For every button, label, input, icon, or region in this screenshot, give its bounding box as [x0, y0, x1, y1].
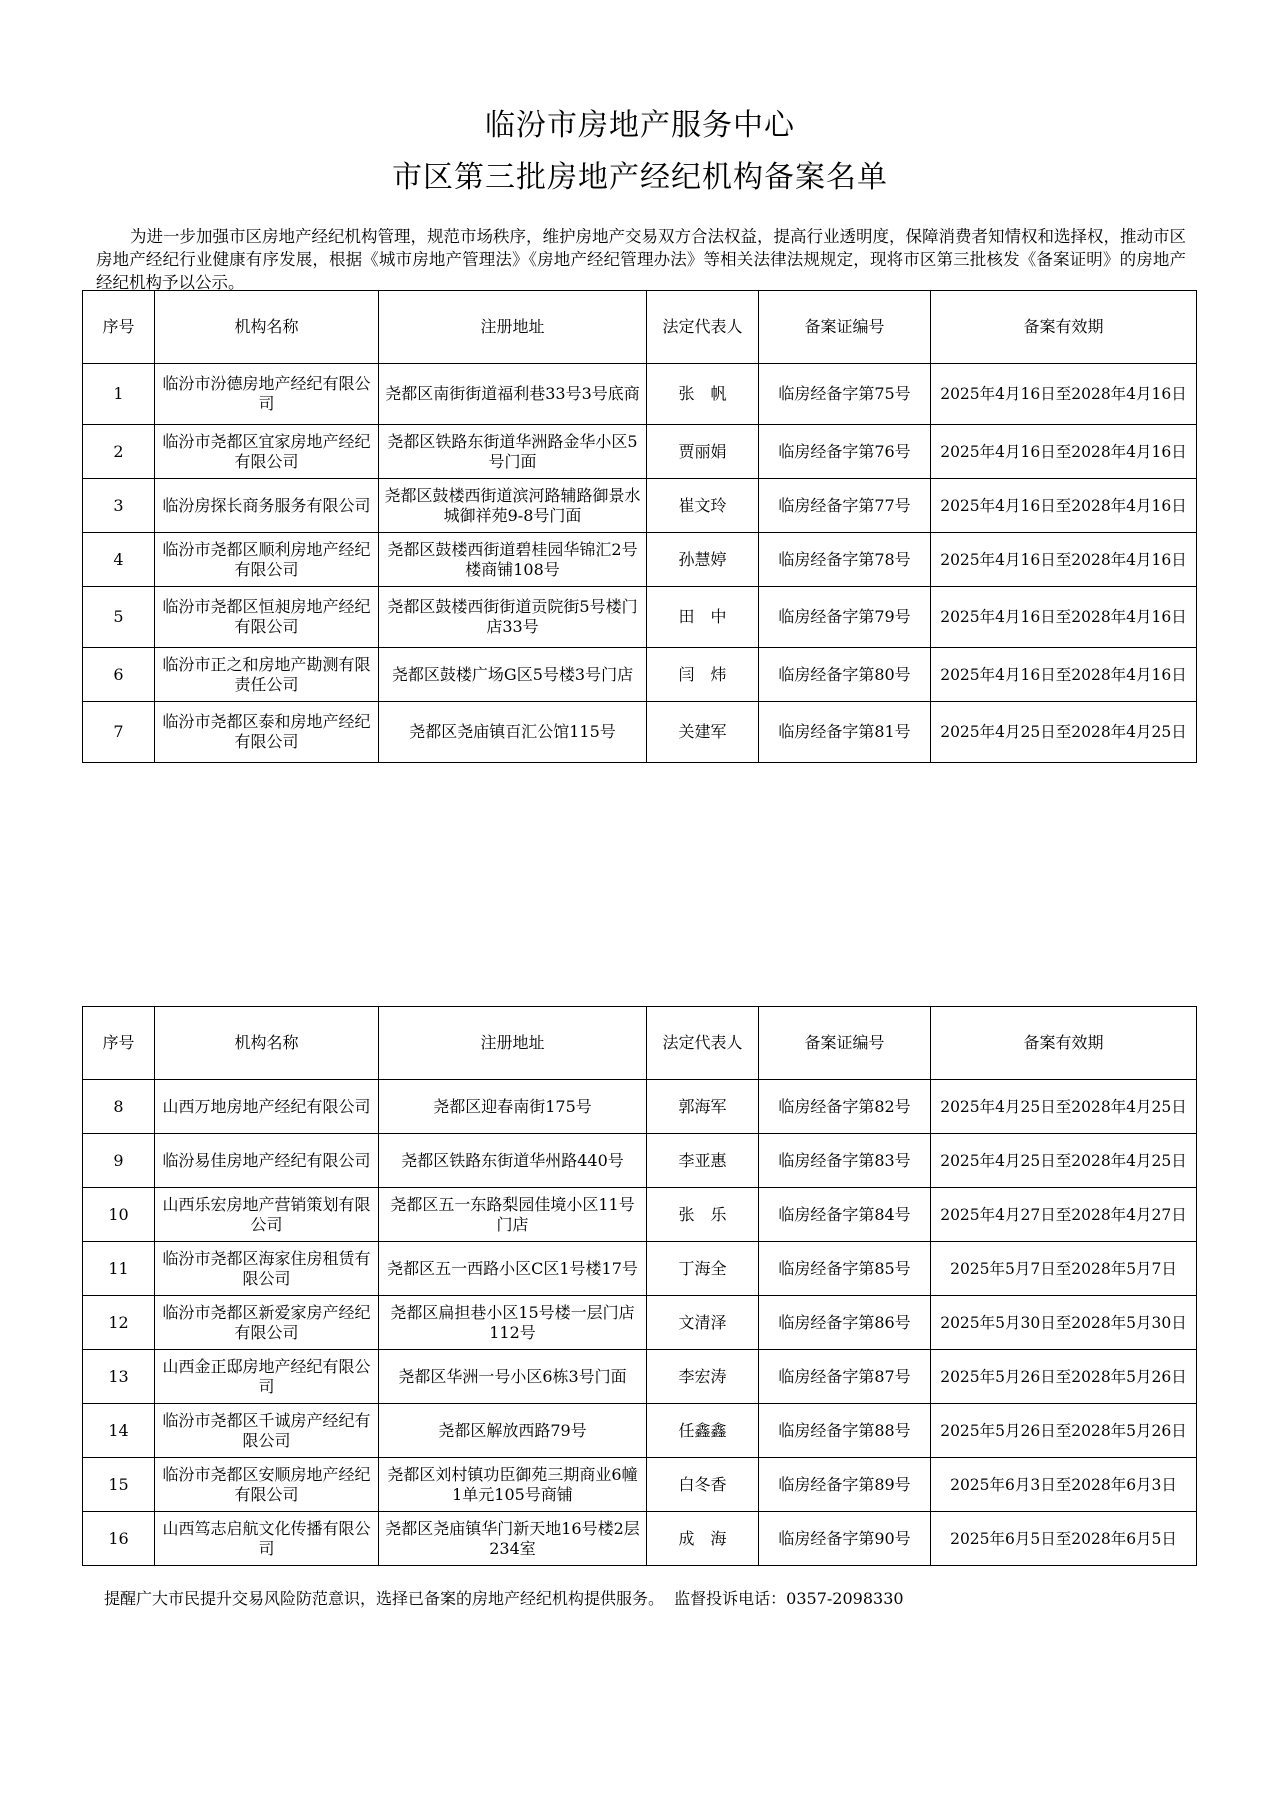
intro-paragraph: 为进一步加强市区房地产经纪机构管理，规范市场秩序，维护房地产交易双方合法权益，提高行业透明度，保障消费者知情权和选择权，推动市区房地产经纪行业健康有序发展，根据《城市房地产管理法》《房地产经纪管理办法》等相关法律法规规定，现将市区第三批核发《备案证明》的房地产经纪机构予以公示。	[96, 226, 1186, 292]
footer-notice: 提醒广大市民提升交易风险防范意识，选择已备案的房地产经纪机构提供服务。 监督投诉电话：0357-2098330	[104, 1589, 904, 1608]
cell-no: 15	[83, 1458, 155, 1512]
cell-validity: 2025年6月3日至2028年6月3日	[931, 1458, 1197, 1512]
cell-no: 2	[83, 425, 155, 479]
cell-address: 尧都区鼓楼西街街道贡院街5号楼门店33号	[379, 587, 647, 648]
cell-name: 临汾市汾德房地产经纪有限公司	[155, 364, 379, 425]
cell-cert: 临房经备字第87号	[759, 1350, 931, 1404]
cell-rep: 李宏涛	[647, 1350, 759, 1404]
cell-name: 临汾市尧都区海家住房租赁有限公司	[155, 1242, 379, 1296]
cell-rep: 关建军	[647, 702, 759, 763]
cell-address: 尧都区鼓楼广场G区5号楼3号门店	[379, 648, 647, 702]
cell-name: 临汾易佳房地产经纪有限公司	[155, 1134, 379, 1188]
cell-no: 9	[83, 1134, 155, 1188]
cell-no: 6	[83, 648, 155, 702]
cell-name: 山西金正邸房地产经纪有限公司	[155, 1350, 379, 1404]
header-name: 机构名称	[155, 291, 379, 364]
cell-rep: 田 中	[647, 587, 759, 648]
cell-rep: 崔文玲	[647, 479, 759, 533]
cell-address: 尧都区鼓楼西街道滨河路辅路御景水城御祥苑9-8号门面	[379, 479, 647, 533]
registry-table-1	[82, 290, 1197, 763]
cell-no: 13	[83, 1350, 155, 1404]
table-row	[83, 1512, 1197, 1566]
header-rep: 法定代表人	[647, 1007, 759, 1080]
table-row	[83, 648, 1197, 702]
table-row	[83, 364, 1197, 425]
cell-validity: 2025年5月26日至2028年5月26日	[931, 1350, 1197, 1404]
cell-name: 临汾市正之和房地产勘测有限责任公司	[155, 648, 379, 702]
cell-validity: 2025年4月25日至2028年4月25日	[931, 702, 1197, 763]
table-header-row	[83, 291, 1197, 364]
cell-rep: 贾丽娟	[647, 425, 759, 479]
cell-validity: 2025年5月26日至2028年5月26日	[931, 1404, 1197, 1458]
table-header-row	[83, 1007, 1197, 1080]
cell-rep: 白冬香	[647, 1458, 759, 1512]
cell-name: 山西乐宏房地产营销策划有限公司	[155, 1188, 379, 1242]
cell-cert: 临房经备字第78号	[759, 533, 931, 587]
cell-cert: 临房经备字第90号	[759, 1512, 931, 1566]
cell-rep: 李亚惠	[647, 1134, 759, 1188]
cell-rep: 张 帆	[647, 364, 759, 425]
header-no: 序号	[83, 1007, 155, 1080]
cell-address: 尧都区刘村镇功臣御苑三期商业6幢1单元105号商铺	[379, 1458, 647, 1512]
cell-validity: 2025年4月16日至2028年4月16日	[931, 587, 1197, 648]
cell-validity: 2025年4月27日至2028年4月27日	[931, 1188, 1197, 1242]
cell-rep: 文清泽	[647, 1296, 759, 1350]
cell-validity: 2025年4月16日至2028年4月16日	[931, 425, 1197, 479]
header-address: 注册地址	[379, 1007, 647, 1080]
cell-address: 尧都区华洲一号小区6栋3号门面	[379, 1350, 647, 1404]
table-row	[83, 1458, 1197, 1512]
table-row	[83, 533, 1197, 587]
cell-no: 10	[83, 1188, 155, 1242]
cell-address: 尧都区五一东路梨园佳境小区11号门店	[379, 1188, 647, 1242]
cell-validity: 2025年4月16日至2028年4月16日	[931, 364, 1197, 425]
cell-cert: 临房经备字第82号	[759, 1080, 931, 1134]
cell-name: 临汾房探长商务服务有限公司	[155, 479, 379, 533]
cell-no: 1	[83, 364, 155, 425]
cell-no: 3	[83, 479, 155, 533]
header-address: 注册地址	[379, 291, 647, 364]
cell-validity: 2025年4月16日至2028年4月16日	[931, 479, 1197, 533]
cell-validity: 2025年4月25日至2028年4月25日	[931, 1080, 1197, 1134]
cell-address: 尧都区解放西路79号	[379, 1404, 647, 1458]
cell-name: 临汾市尧都区泰和房地产经纪有限公司	[155, 702, 379, 763]
cell-address: 尧都区尧庙镇华门新天地16号楼2层234室	[379, 1512, 647, 1566]
cell-cert: 临房经备字第81号	[759, 702, 931, 763]
cell-no: 12	[83, 1296, 155, 1350]
cell-no: 5	[83, 587, 155, 648]
table-row	[83, 425, 1197, 479]
cell-name: 临汾市尧都区宜家房地产经纪有限公司	[155, 425, 379, 479]
cell-address: 尧都区迎春南街175号	[379, 1080, 647, 1134]
cell-address: 尧都区五一西路小区C区1号楼17号	[379, 1242, 647, 1296]
cell-no: 14	[83, 1404, 155, 1458]
cell-validity: 2025年4月16日至2028年4月16日	[931, 533, 1197, 587]
cell-name: 临汾市尧都区千诚房产经纪有限公司	[155, 1404, 379, 1458]
header-validity: 备案有效期	[931, 291, 1197, 364]
cell-cert: 临房经备字第88号	[759, 1404, 931, 1458]
cell-validity: 2025年6月5日至2028年6月5日	[931, 1512, 1197, 1566]
cell-address: 尧都区扁担巷小区15号楼一层门店112号	[379, 1296, 647, 1350]
table-row	[83, 1242, 1197, 1296]
cell-rep: 丁海全	[647, 1242, 759, 1296]
cell-rep: 孙慧婷	[647, 533, 759, 587]
cell-name: 山西笃志启航文化传播有限公司	[155, 1512, 379, 1566]
cell-rep: 任鑫鑫	[647, 1404, 759, 1458]
cell-validity: 2025年4月16日至2028年4月16日	[931, 648, 1197, 702]
cell-address: 尧都区铁路东街道华州路440号	[379, 1134, 647, 1188]
cell-cert: 临房经备字第84号	[759, 1188, 931, 1242]
cell-address: 尧都区南街街道福利巷33号3号底商	[379, 364, 647, 425]
registry-table-2	[82, 1006, 1197, 1566]
header-cert: 备案证编号	[759, 1007, 931, 1080]
cell-cert: 临房经备字第83号	[759, 1134, 931, 1188]
cell-no: 16	[83, 1512, 155, 1566]
cell-cert: 临房经备字第77号	[759, 479, 931, 533]
cell-cert: 临房经备字第89号	[759, 1458, 931, 1512]
cell-cert: 临房经备字第76号	[759, 425, 931, 479]
table-row	[83, 479, 1197, 533]
header-no: 序号	[83, 291, 155, 364]
cell-rep: 闫 炜	[647, 648, 759, 702]
table-row	[83, 1296, 1197, 1350]
cell-cert: 临房经备字第86号	[759, 1296, 931, 1350]
cell-name: 临汾市尧都区安顺房地产经纪有限公司	[155, 1458, 379, 1512]
cell-rep: 张 乐	[647, 1188, 759, 1242]
cell-no: 8	[83, 1080, 155, 1134]
cell-cert: 临房经备字第79号	[759, 587, 931, 648]
table-row	[83, 702, 1197, 763]
cell-validity: 2025年5月30日至2028年5月30日	[931, 1296, 1197, 1350]
cell-rep: 成 海	[647, 1512, 759, 1566]
document-title: 临汾市房地产服务中心	[485, 108, 795, 143]
table-row	[83, 1404, 1197, 1458]
cell-name: 临汾市尧都区顺利房地产经纪有限公司	[155, 533, 379, 587]
cell-name: 山西万地房地产经纪有限公司	[155, 1080, 379, 1134]
cell-validity: 2025年5月7日至2028年5月7日	[931, 1242, 1197, 1296]
header-name: 机构名称	[155, 1007, 379, 1080]
table-row	[83, 1134, 1197, 1188]
table-row	[83, 587, 1197, 648]
cell-address: 尧都区铁路东街道华洲路金华小区5号门面	[379, 425, 647, 479]
header-rep: 法定代表人	[647, 291, 759, 364]
cell-no: 4	[83, 533, 155, 587]
document-subtitle: 市区第三批房地产经纪机构备案名单	[392, 160, 888, 195]
cell-address: 尧都区尧庙镇百汇公馆115号	[379, 702, 647, 763]
cell-no: 7	[83, 702, 155, 763]
cell-cert: 临房经备字第85号	[759, 1242, 931, 1296]
cell-address: 尧都区鼓楼西街道碧桂园华锦汇2号楼商铺108号	[379, 533, 647, 587]
cell-name: 临汾市尧都区新爱家房产经纪有限公司	[155, 1296, 379, 1350]
table-row	[83, 1080, 1197, 1134]
cell-no: 11	[83, 1242, 155, 1296]
cell-cert: 临房经备字第75号	[759, 364, 931, 425]
header-cert: 备案证编号	[759, 291, 931, 364]
cell-validity: 2025年4月25日至2028年4月25日	[931, 1134, 1197, 1188]
table-row	[83, 1188, 1197, 1242]
cell-rep: 郭海军	[647, 1080, 759, 1134]
cell-name: 临汾市尧都区恒昶房地产经纪有限公司	[155, 587, 379, 648]
table-row	[83, 1350, 1197, 1404]
cell-cert: 临房经备字第80号	[759, 648, 931, 702]
header-validity: 备案有效期	[931, 1007, 1197, 1080]
